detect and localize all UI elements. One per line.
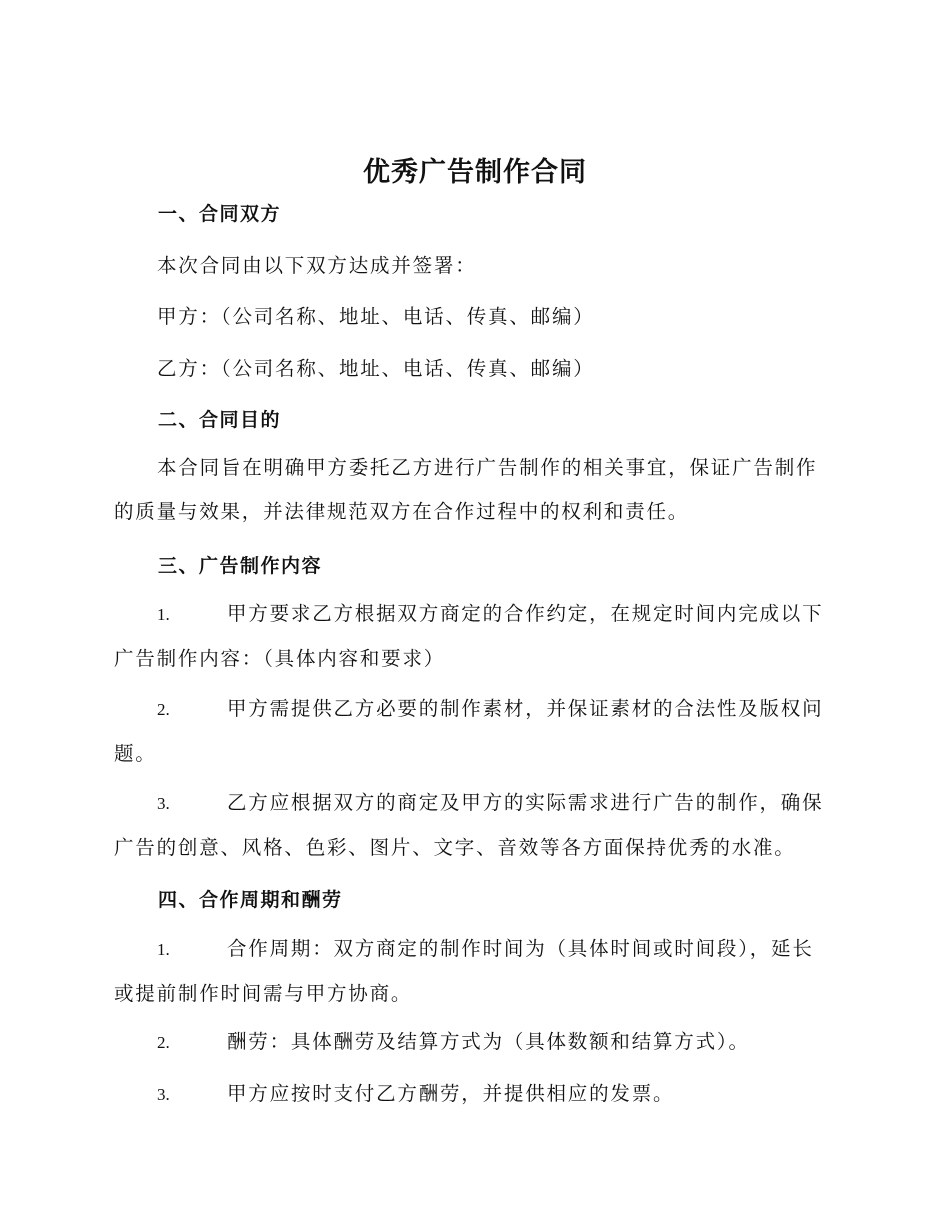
- party-b-line: 乙方：（公司名称、地址、电话、传真、邮编）: [157, 357, 595, 380]
- list-item-text: 酬劳：具体酬劳及结算方式为（具体数额和结算方式）。: [227, 1030, 750, 1053]
- section-heading-content: 三、广告制作内容: [158, 555, 323, 577]
- list-item-text: 合作周期：双方商定的制作时间为（具体时间或时间段），延长或提前制作时间需与甲方协商。: [114, 937, 814, 1005]
- list-item-number: 2.: [157, 1033, 170, 1052]
- list-item-number: 3.: [157, 794, 170, 813]
- list-item: [114, 592, 834, 681]
- list-item-text: 甲方应按时支付乙方酬劳，并提供相应的发票。: [227, 1082, 675, 1105]
- document-title: 优秀广告制作合同: [363, 157, 587, 188]
- list-item: [114, 781, 834, 870]
- list-item-number: 3.: [157, 1085, 170, 1104]
- party-a-line: 甲方：（公司名称、地址、电话、传真、邮编）: [157, 305, 595, 328]
- purpose-paragraph: 本合同旨在明确甲方委托乙方进行广告制作的相关事宜，保证广告制作的质量与效果，并法律规范双方在合作过程中的权利和责任。: [114, 456, 818, 523]
- list-item: [114, 687, 834, 776]
- list-item-number: 1.: [157, 605, 170, 624]
- section-heading-purpose: 二、合同目的: [158, 409, 282, 431]
- list-item-number: 1.: [157, 940, 170, 959]
- section-heading-parties: 一、合同双方: [158, 203, 282, 225]
- list-item: [114, 1072, 834, 1117]
- parties-intro: 本次合同由以下双方达成并签署：: [157, 254, 477, 277]
- list-item-text: 甲方要求乙方根据双方商定的合作约定，在规定时间内完成以下广告制作内容：（具体内容和要求）: [114, 602, 824, 670]
- list-item-text: 甲方需提供乙方必要的制作素材，并保证素材的合法性及版权问题。: [114, 697, 824, 765]
- section-heading-period-pay: 四、合作周期和酬劳: [158, 889, 343, 911]
- list-item: [114, 1020, 834, 1065]
- list-item-number: 2.: [157, 700, 170, 719]
- list-item-text: 乙方应根据双方的商定及甲方的实际需求进行广告的制作，确保广告的创意、风格、色彩、图片、文字、音效等各方面保持优秀的水准。: [114, 791, 824, 859]
- list-item: [114, 927, 834, 1016]
